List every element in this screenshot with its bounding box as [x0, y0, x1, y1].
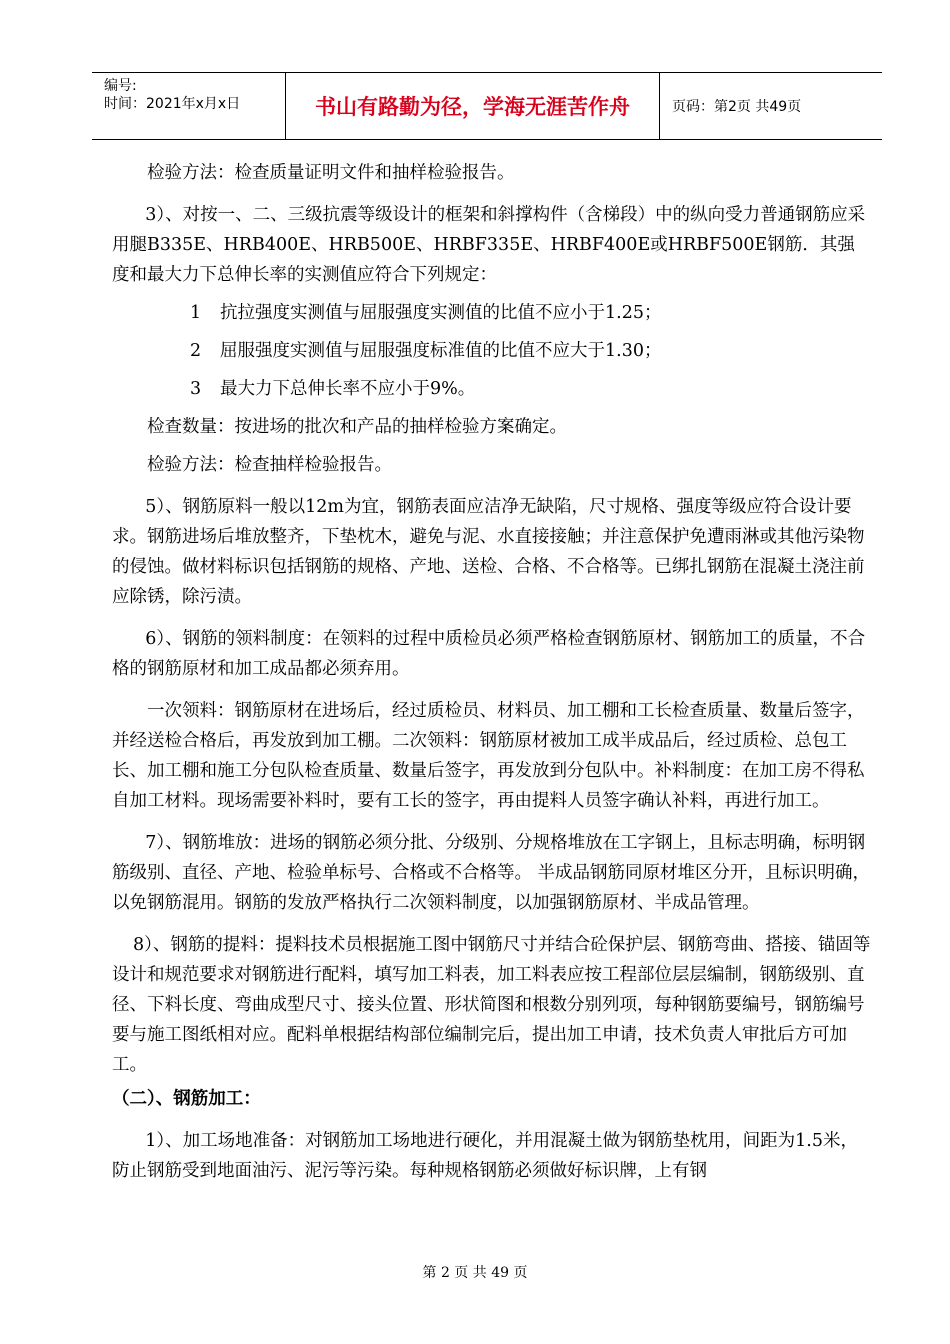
- page-header: [92, 72, 882, 140]
- list-item-text: 屈服强度实测值与屈服强度标准值的比值不应大于1.30；: [220, 341, 662, 361]
- header-motto: 书山有路勤为径，学海无涯苦作舟: [286, 73, 660, 139]
- paragraph: 检验方法：检查质量证明文件和抽样检验报告。: [147, 163, 515, 183]
- section-heading: （二）、钢筋加工：: [112, 1089, 261, 1109]
- list-number: 2: [190, 341, 202, 361]
- list-item: [112, 298, 872, 328]
- paragraph: 一次领料：钢筋原材在进场后，经过质检员、材料员、加工棚和工长检查质量、数量后签字，并经送检合格后，再发放到加工棚。二次领料：钢筋原材被加工成半成品后，经过质检、总包工长、加工棚和施工分包队检查质量、数量后签字，再发放到分包队中。补料制度：在加工房不得私自加工材料。现场需要补料时，要有工长的签字，再由提料人员签字确认补料，再进行加工。: [112, 701, 865, 811]
- paragraph: 5）、钢筋原料一般以12m为宜，钢筋表面应洁净无缺陷，尺寸规格、强度等级应符合设计要求。钢筋进场后堆放整齐，下垫枕木，避免与泥、水直接接触；并注意保护免遭雨淋或其他污染物的侵蚀。做材料标识包括钢筋的规格、产地、送检、合格、不合格等。已绑扎钢筋在混凝土浇注前应除锈，除污渍。: [112, 497, 865, 607]
- paragraph: 1）、加工场地准备：对钢筋加工场地进行硬化，并用混凝土做为钢筋垫枕用，间距为1.5米，防止钢筋受到地面油污、泥污等污染。每种规格钢筋必须做好标识牌，上有钢: [112, 1131, 858, 1181]
- header-meta: [92, 73, 286, 139]
- document-time: 时间：2021年x月x日: [104, 96, 241, 112]
- paragraph: 3）、对按一、二、三级抗震等级设计的框架和斜撑构件（含梯段）中的纵向受力普通钢筋应采用腿B335E、HRB400E、HRB500E、HRBF335E、HRBF400E或HRBF500E钢筋．其强度和最大力下总伸长率的实测值应符合下列规定：: [112, 205, 866, 285]
- list-item-text: 最大力下总伸长率不应小于9%。: [220, 379, 476, 399]
- document-code-label: 编号:: [104, 78, 137, 94]
- paragraph: 7）、钢筋堆放：进场的钢筋必须分批、分级别、分规格堆放在工字钢上，且标志明确，标明钢筋级别、直径、产地、检验单标号、合格或不合格等。 半成品钢筋同原材堆区分开，且标识明确，以免钢筋混用。钢筋的发放严格执行二次领料制度，以加强钢筋原材、半成品管理。: [112, 833, 871, 913]
- list-number: 1: [190, 303, 202, 323]
- paragraph: 检验方法：检查抽样检验报告。: [147, 455, 392, 475]
- page-footer: 第 2 页 共 49 页: [422, 1265, 528, 1281]
- list-item: [112, 374, 872, 404]
- list-item: [112, 336, 872, 366]
- header-page-number: 页码：第2页 共49页: [672, 99, 802, 115]
- list-item-text: 抗拉强度实测值与屈服强度实测值的比值不应小于1.25；: [220, 303, 662, 323]
- document-body: [112, 158, 872, 1186]
- paragraph: 6）、钢筋的领料制度：在领料的过程中质检员必须严格检查钢筋原材、钢筋加工的质量，不合格的钢筋原材和加工成品都必须弃用。: [112, 629, 866, 679]
- list-number: 3: [190, 379, 202, 399]
- paragraph: 8）、钢筋的提料：提料技术员根据施工图中钢筋尺寸并结合砼保护层、钢筋弯曲、搭接、锚固等设计和规范要求对钢筋进行配料，填写加工料表，加工料表应按工程部位层层编制，钢筋级别、直径、下料长度、弯曲成型尺寸、接头位置、形状简图和根数分别列项，每种钢筋要编号，钢筋编号要与施工图纸相对应。配料单根据结构部位编制完后，提出加工申请，技术负责人审批后方可加工。: [112, 935, 871, 1075]
- paragraph: 检查数量：按进场的批次和产品的抽样检验方案确定。: [147, 417, 567, 437]
